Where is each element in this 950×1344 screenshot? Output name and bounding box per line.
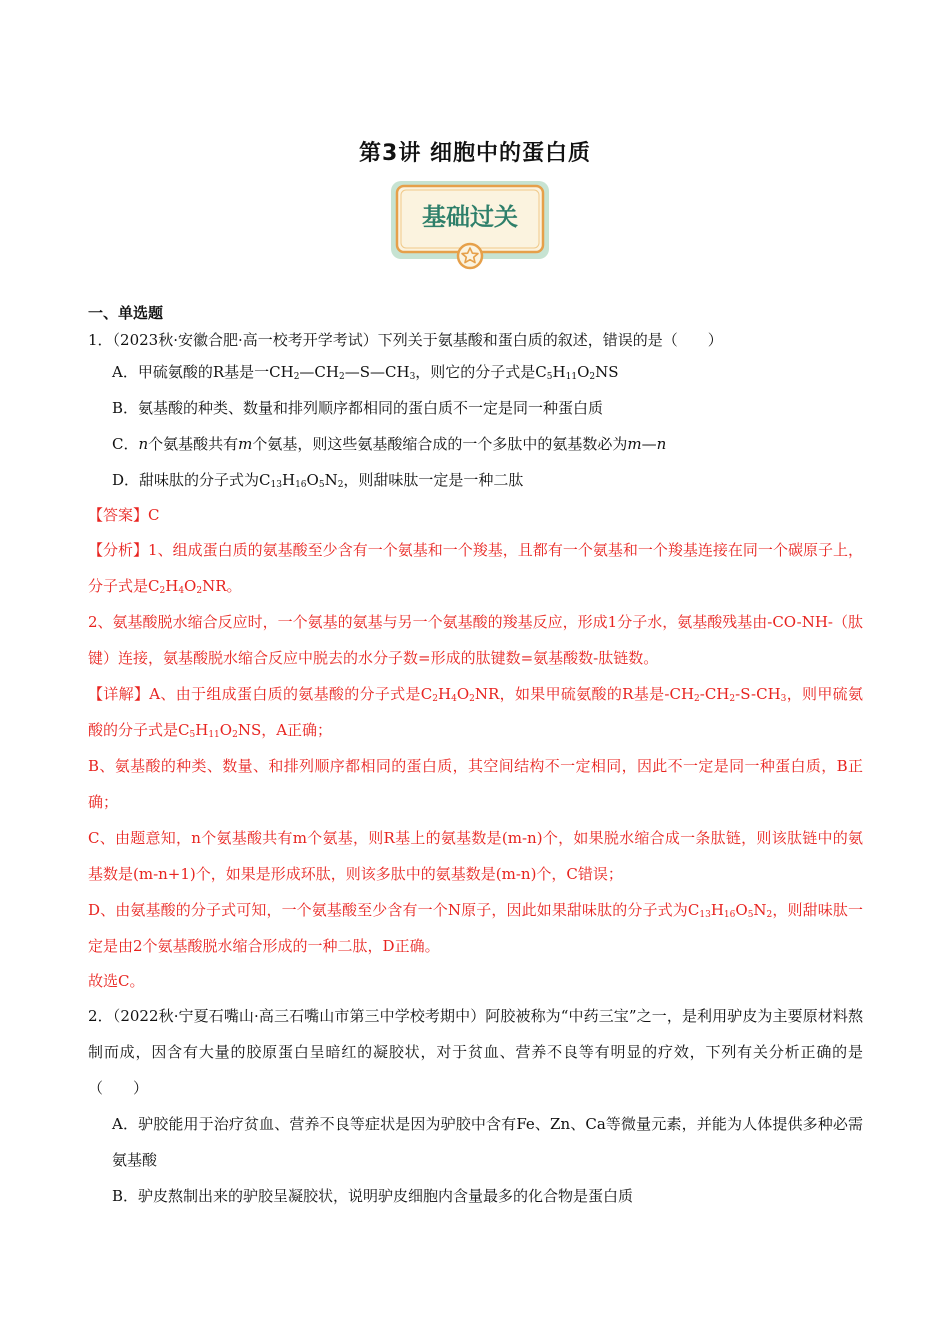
- q1-conclusion: 故选C。: [88, 972, 145, 990]
- content: [88, 300, 863, 1214]
- q1-detail-a: 【详解】A、由于组成蛋白质的氨基酸的分子式是$C_2H_4O_2NR$，如果甲硫氨酸的R基是$-CH_2-CH_2-S-CH_3$，则甲硫氨酸的分子式是$C_5H_{11}O_2NS$，A正确；: [88, 685, 863, 740]
- q1-option-b: B．氨基酸的种类、数量和排列顺序都相同的蛋白质不一定是同一种蛋白质: [112, 399, 604, 417]
- badge-icon: [388, 178, 552, 270]
- q1-analysis-2: 2、氨基酸脱水缩合反应时，一个氨基的氨基与另一个氨基酸的羧基反应，形成1分子水，氨基酸残基由-CO-NH-（肽键）连接，氨基酸脱水缩合反应中脱去的水分子数=形成的肽键数=氨基酸数-肽链数。: [88, 613, 863, 667]
- q2-stem: 2．（2022秋·宁夏石嘴山·高三石嘴山市第三中学校考期中）阿胶被称为“中药三宝”之一，是利用驴皮为主要原材料熬制而成，因含有大量的胶原蛋白呈暗红的凝胶状，对于贫血、营养不良等有明显的疗效，下列有关分析正确的是（ ）: [88, 1007, 863, 1097]
- q2-option-a: A．驴胶能用于治疗贫血、营养不良等症状是因为驴胶中含有Fe、Zn、Ca等微量元素，并能为人体提供多种必需氨基酸: [112, 1115, 863, 1169]
- q1-detail-d: D、由氨基酸的分子式可知，一个氨基酸至少含有一个N原子，因此如果甜味肽的分子式为$C_{13}H_{16}O_5N_2$，则甜味肽一定是由2个氨基酸脱水缩合形成的一种二肽，D正确。: [88, 901, 863, 955]
- q1-option-d: D．甜味肽的分子式为$C_{13}H_{16}O_5N_2$，则甜味肽一定是一种二肽: [112, 471, 524, 490]
- badge-text: 基础过关: [422, 203, 518, 231]
- q2-option-b: B．驴皮熬制出来的驴胶呈凝胶状，说明驴皮细胞内含量最多的化合物是蛋白质: [112, 1187, 634, 1205]
- section-title: 一、单选题: [88, 304, 164, 322]
- q1-option-c: C．n个氨基酸共有m个氨基，则这些氨基酸缩合成的一个多肽中的氨基数必为m—n: [112, 435, 667, 453]
- q1-analysis-1: 【分析】1、组成蛋白质的氨基酸至少含有一个氨基和一个羧基，且都有一个氨基和一个羧基连接在同一个碳原子上，分子式是$C_2H_4O_2NR$。: [88, 541, 863, 596]
- page-title: 第3讲 细胞中的蛋白质: [359, 141, 591, 166]
- q1-answer: 【答案】C: [88, 506, 160, 524]
- q1-detail-b: B、氨基酸的种类、数量、和排列顺序都相同的蛋白质，其空间结构不一定相同，因此不一定是同一种蛋白质，B正确；: [88, 757, 863, 811]
- q1-option-a: A．甲硫氨酸的R基是一$CH_2—CH_2—S—CH_3$，则它的分子式是$C_5H_{11}O_2NS$: [112, 363, 619, 382]
- q1-stem: 1．（2023秋·安徽合肥·高一校考开学考试）下列关于氨基酸和蛋白质的叙述，错误的是（ ）: [88, 331, 723, 349]
- q1-detail-c: C、由题意知，n个氨基酸共有m个氨基，则R基上的氨基数是(m-n)个，如果脱水缩合成一条肽链，则该肽链中的氨基数是(m-n+1)个，如果是形成环肽，则该多肽中的氨基数是(m-n)个，C错误；: [88, 829, 863, 883]
